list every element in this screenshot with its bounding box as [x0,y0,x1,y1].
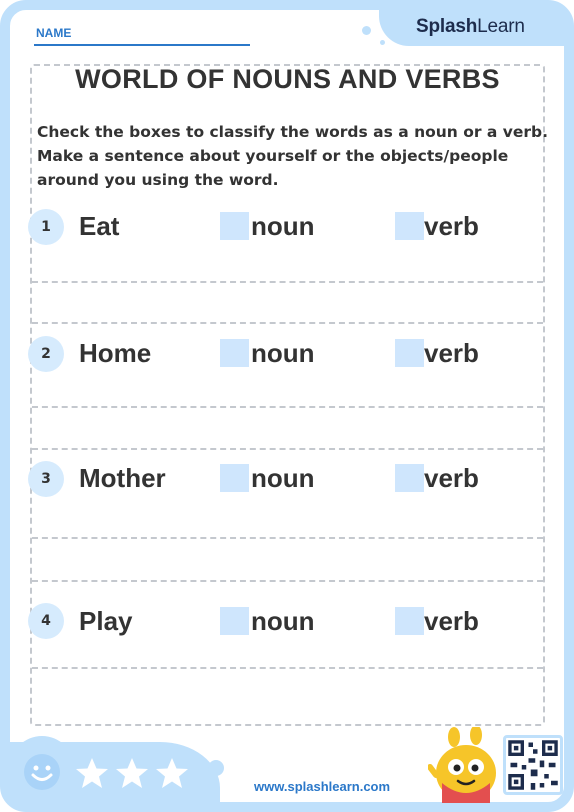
writing-line[interactable] [32,537,543,539]
smiley-icon [22,752,62,792]
question-number: 4 [28,603,64,639]
verb-label: verb [424,211,479,241]
writing-line[interactable] [32,322,543,324]
noun-checkbox[interactable] [220,607,249,635]
verb-label: verb [424,606,479,636]
verb-checkbox[interactable] [395,212,424,240]
writing-line[interactable] [32,406,543,408]
verb-label: verb [424,338,479,368]
instruction-line: Make a sentence about yourself or the objects/people [37,147,509,165]
noun-checkbox[interactable] [220,212,249,240]
question-number: 2 [28,336,64,372]
verb-checkbox[interactable] [395,607,424,635]
decor-dot [362,26,371,35]
instructions [37,120,549,192]
question-word: Mother [79,463,166,493]
brand-logo: SplashLearn [416,16,525,37]
verb-label: verb [424,463,479,493]
mascot-icon [428,727,508,803]
name-label: NAME [36,26,72,40]
instruction-line: around you using the word. [37,171,279,189]
star-icon [114,756,150,790]
verb-checkbox[interactable] [395,339,424,367]
footer-url[interactable]: www.splashlearn.com [254,779,391,794]
page-title: WORLD OF NOUNS AND VERBS [75,64,500,94]
instruction-line: Check the boxes to classify the words as a noun or a verb. [37,123,549,141]
writing-line[interactable] [32,580,543,582]
star-icon [74,756,110,790]
question-number: 1 [28,209,64,245]
noun-checkbox[interactable] [220,339,249,367]
noun-label: noun [251,463,315,493]
question-number: 3 [28,461,64,497]
writing-line[interactable] [32,448,543,450]
noun-label: noun [251,606,315,636]
verb-checkbox[interactable] [395,464,424,492]
question-word: Home [79,338,152,368]
writing-line[interactable] [32,667,543,669]
qr-code-icon[interactable] [503,735,563,795]
noun-label: noun [251,211,315,241]
writing-line[interactable] [32,281,543,283]
noun-checkbox[interactable] [220,464,249,492]
decor-dot [380,40,385,45]
decor-dot [208,760,224,776]
noun-label: noun [251,338,315,368]
name-field[interactable] [34,44,250,46]
star-icon [154,756,190,790]
question-word: Play [79,606,133,636]
question-word: Eat [79,211,120,241]
